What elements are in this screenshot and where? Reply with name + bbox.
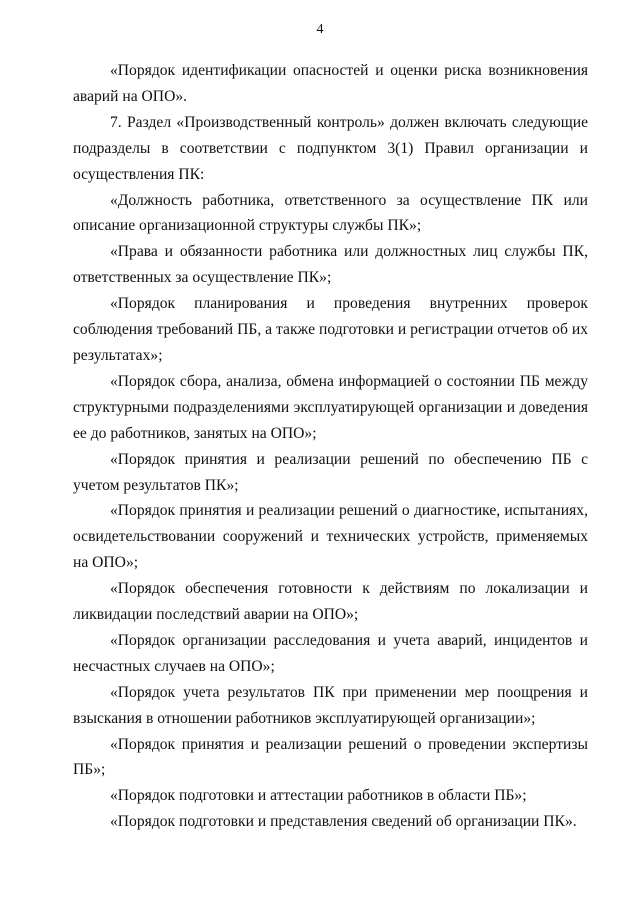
paragraph-incentives: «Порядок учета результатов ПК при применении мер поощрения и взыскания в отношении работников эксплуатирующей организации»;: [73, 683, 588, 727]
paragraph-reporting: «Порядок подготовки и представления сведений об организации ПК».: [110, 813, 577, 831]
paragraph-information-exchange: «Порядок сбора, анализа, обмена информацией о состоянии ПБ между структурными подразделениями эксплуатирующей организации и доведения ее до работников, занятых на ОПО»;: [73, 372, 588, 442]
paragraph-expertise: «Порядок принятия и реализации решений о проведении экспертизы ПБ»;: [73, 735, 588, 779]
document-body: [73, 58, 588, 835]
paragraph-hazard-identification: «Порядок идентификации опасностей и оценки риска возникновения аварий на ОПО».: [73, 62, 588, 105]
paragraph-rights-duties: «Права и обязанности работника или должностных лиц службы ПК, ответственных за осуществление ПК»;: [73, 243, 588, 287]
paragraph-section-7: 7. Раздел «Производственный контроль» должен включать следующие подразделы в соответствии с подпунктом 3(1) Правил организации и осуществления ПК:: [73, 113, 588, 183]
paragraph-internal-checks: «Порядок планирования и проведения внутренних проверок соблюдения требований ПБ, а также подготовки и регистрации отчетов об их результатах»;: [73, 295, 588, 364]
paragraph-responsible-position: «Должность работника, ответственного за осуществление ПК или описание организационной структуры службы ПК»;: [73, 191, 588, 235]
paragraph-readiness: «Порядок обеспечения готовности к действиям по локализации и ликвидации последствий аварии на ОПО»;: [73, 580, 588, 624]
paragraph-training: «Порядок подготовки и аттестации работников в области ПБ»;: [110, 787, 527, 805]
paragraph-investigation: «Порядок организации расследования и учета аварий, инцидентов и несчастных случаев на ОПО»;: [73, 631, 588, 675]
paragraph-diagnostics: «Порядок принятия и реализации решений о диагностике, испытаниях, освидетельствовании сооружений и технических устройств, применяемых на ОПО»;: [73, 502, 588, 572]
paragraph-decisions-safety: «Порядок принятия и реализации решений по обеспечению ПБ с учетом результатов ПК»;: [73, 450, 588, 494]
page-number: 4: [316, 22, 324, 37]
